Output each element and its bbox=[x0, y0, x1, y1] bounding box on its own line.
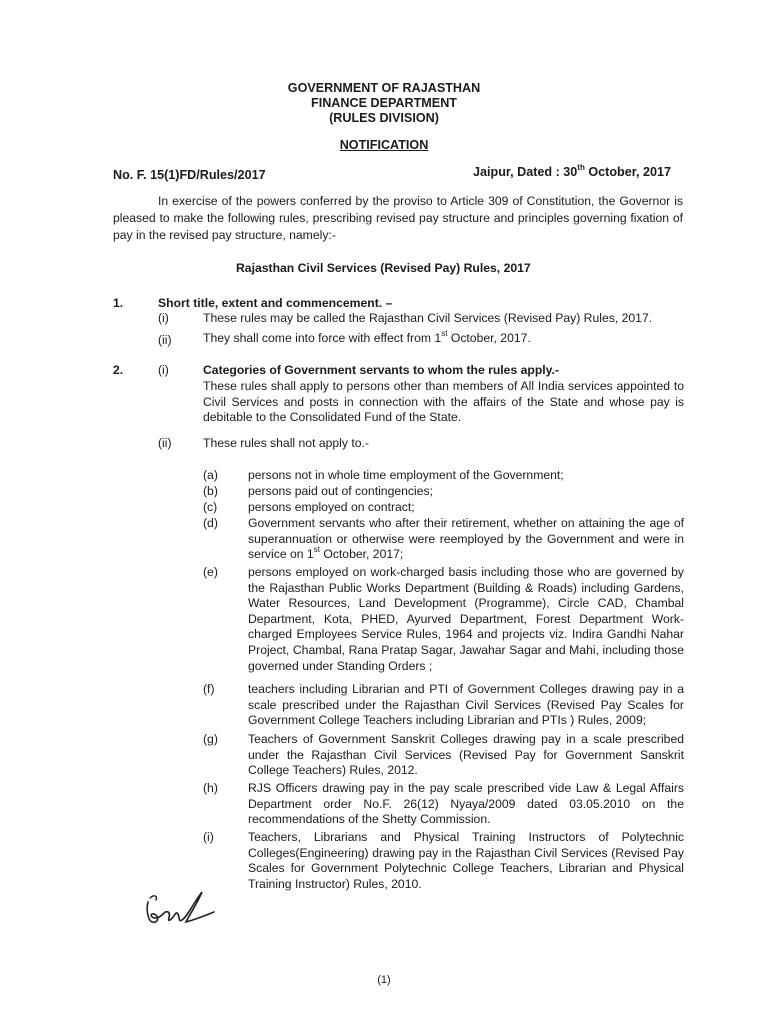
exclusion-label: (e) bbox=[203, 565, 218, 579]
exclusion-label: (i) bbox=[203, 830, 214, 844]
section-1-item-label: (i) bbox=[158, 311, 169, 325]
section-2-sub-ii-label: (ii) bbox=[158, 436, 172, 450]
rules-title: Rajasthan Civil Services (Revised Pay) Rules, 2017 bbox=[236, 261, 531, 275]
exclusion-label: (h) bbox=[203, 781, 218, 795]
exclusion-label: (c) bbox=[203, 500, 218, 514]
page-number: (1) bbox=[377, 974, 391, 986]
exclusion-text: persons not in whole time employment of the Government; bbox=[248, 468, 564, 482]
reference-date: Jaipur, Dated : 30th October, 2017 bbox=[473, 162, 671, 179]
handwritten-signature bbox=[140, 880, 220, 930]
section-1-heading: Short title, extent and commencement. – bbox=[158, 296, 393, 310]
section-1-item-text: They shall come into force with effect from 1st October, 2017. bbox=[203, 328, 531, 345]
exclusion-text: persons paid out of contingencies; bbox=[248, 484, 433, 498]
exclusion-text: RJS Officers drawing pay in the pay scale prescribed vide Law & Legal Affairs Department order No.F. 26(12) Nyaya/2009 dated 03.05.2010 on the recommendations of the Shetty Commission. bbox=[248, 781, 684, 827]
section-2-sub-ii-text: These rules shall not apply to.- bbox=[203, 436, 369, 450]
reference-number: No. F. 15(1)FD/Rules/2017 bbox=[113, 168, 266, 182]
section-2-sub-i-text: These rules shall apply to persons other than members of All India services appointed to Civil Services and posts in connection with the affairs of the State and whose pay is debitable to the Consolidated Fund of the State. bbox=[203, 379, 684, 425]
header-department: FINANCE DEPARTMENT bbox=[311, 96, 457, 110]
exclusion-text: persons employed on contract; bbox=[248, 500, 415, 514]
exclusion-text: Government servants who after their retirement, whether on attaining the age of superannuation or otherwise were reemployed by the Government and were in service on 1st October, 2017; bbox=[248, 516, 684, 562]
exclusion-text: teachers including Librarian and PTI of Government Colleges drawing pay in a scale prescribed under the Rajasthan Civil Services (Revised Pay Scales for Government College Teachers including Librarian and PTIs ) Rules, 2009; bbox=[248, 682, 684, 728]
exclusion-label: (f) bbox=[203, 682, 215, 696]
section-1-number: 1. bbox=[113, 296, 124, 310]
section-2-sub-i-heading: Categories of Government servants to whom the rules apply.- bbox=[203, 363, 559, 377]
exclusion-label: (a) bbox=[203, 468, 218, 482]
header-division: (RULES DIVISION) bbox=[329, 111, 439, 125]
section-1-item-text: These rules may be called the Rajasthan Civil Services (Revised Pay) Rules, 2017. bbox=[203, 311, 653, 325]
exclusion-label: (b) bbox=[203, 484, 218, 498]
notification-title: NOTIFICATION bbox=[339, 138, 429, 152]
exclusion-label: (g) bbox=[203, 732, 218, 746]
preamble: In exercise of the powers conferred by the proviso to Article 309 of Constitution, the Governor is pleased to make the following rules, prescribing revised pay structure and principles governing fixation of pay in the revised pay structure, namely:- bbox=[113, 194, 683, 242]
header-government: GOVERNMENT OF RAJASTHAN bbox=[287, 81, 481, 95]
section-2-sub-i-label: (i) bbox=[158, 363, 169, 377]
exclusion-text: Teachers of Government Sanskrit Colleges drawing pay in a scale prescribed under the Rajasthan Civil Services (Revised Pay for Government Sanskrit College Teachers) Rules, 2012. bbox=[248, 732, 684, 778]
section-1-item-label: (ii) bbox=[158, 333, 172, 347]
exclusion-text: Teachers, Librarians and Physical Training Instructors of Polytechnic Colleges(Engineering) drawing pay in the Rajasthan Civil Services (Revised Pay Scales for Government Polytechnic College Teachers, Librarian and Physical Training Instructor) Rules, 2010. bbox=[248, 830, 684, 891]
section-2-number: 2. bbox=[113, 363, 124, 377]
exclusion-label: (d) bbox=[203, 516, 218, 530]
exclusion-text: persons employed on work-charged basis including those who are governed by the Rajasthan Public Works Department (Building & Roads) including Gardens, Water Resources, Land Development (Programme), Circle CAD, Chambal Department, Kota, PHED, Ayurved Department, Forest Department Work-charged Employees Service Rules, 1964 and projects viz. Indira Gandhi Nahar Project, Chambal, Rana Pratap Sagar, Jawahar Sagar and Mahi, including those governed under Standing Orders ; bbox=[248, 565, 684, 673]
